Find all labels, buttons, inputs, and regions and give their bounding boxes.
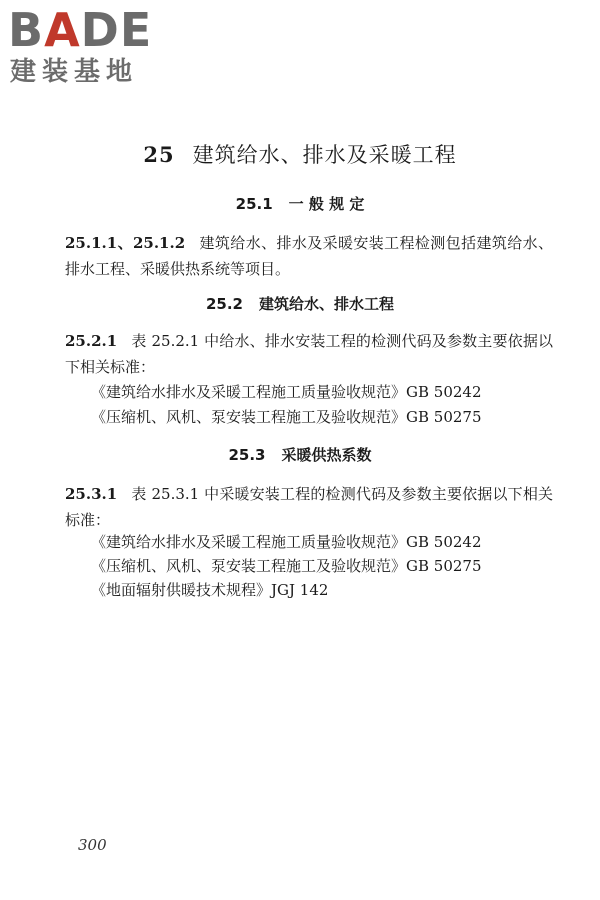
clause-number: 25.1.1、25.1.2 — [65, 234, 186, 252]
clause-25-2-1 — [65, 328, 553, 380]
logo-accent-letter: A — [44, 3, 81, 57]
reference-standard: 《地面辐射供暖技术规程》JGJ 142 — [91, 581, 329, 599]
reference-standard: 《压缩机、风机、泵安装工程施工及验收规范》GB 50275 — [91, 408, 482, 426]
reference-standard: 《建筑给水排水及采暖工程施工质量验收规范》GB 50242 — [91, 383, 482, 401]
clause-text: 表 25.3.1 中采暖安装工程的检测代码及参数主要依据以下相关标准： — [65, 485, 553, 529]
clause-25-1-1 — [65, 230, 553, 282]
chapter-number: 25 — [143, 142, 175, 167]
logo — [8, 3, 178, 90]
reference-standard: 《压缩机、风机、泵安装工程施工及验收规范》GB 50275 — [91, 557, 482, 575]
clause-number: 25.3.1 — [65, 485, 118, 503]
chapter-title-text: 建筑给水、排水及采暖工程 — [192, 143, 457, 167]
clause-text: 表 25.2.1 中给水、排水安装工程的检测代码及参数主要依据以下相关标准： — [65, 332, 553, 376]
section-title: 采暖供热系数 — [281, 446, 372, 464]
logo-subtitle: 建装基地 — [10, 57, 139, 87]
section-title: 建筑给水、排水工程 — [259, 295, 395, 313]
clause-number: 25.2.1 — [65, 332, 118, 350]
page-number: 300 — [78, 836, 107, 854]
section-heading-25-2 — [0, 293, 600, 315]
section-heading-25-3 — [0, 444, 600, 466]
chapter-title — [0, 140, 600, 170]
section-heading-25-1 — [0, 193, 600, 215]
clause-text: 建筑给水、排水及采暖安装工程检测包括建筑给水、排水工程、采暖供热系统等项目。 — [65, 234, 553, 278]
section-title: 一 般 规 定 — [288, 195, 365, 213]
section-number: 25.3 — [228, 446, 266, 464]
section-number: 25.2 — [205, 295, 243, 313]
clause-25-3-1 — [65, 481, 553, 533]
logo-wordmark: BADE — [8, 3, 153, 57]
section-number: 25.1 — [235, 195, 273, 213]
reference-standard: 《建筑给水排水及采暖工程施工质量验收规范》GB 50242 — [91, 533, 482, 551]
